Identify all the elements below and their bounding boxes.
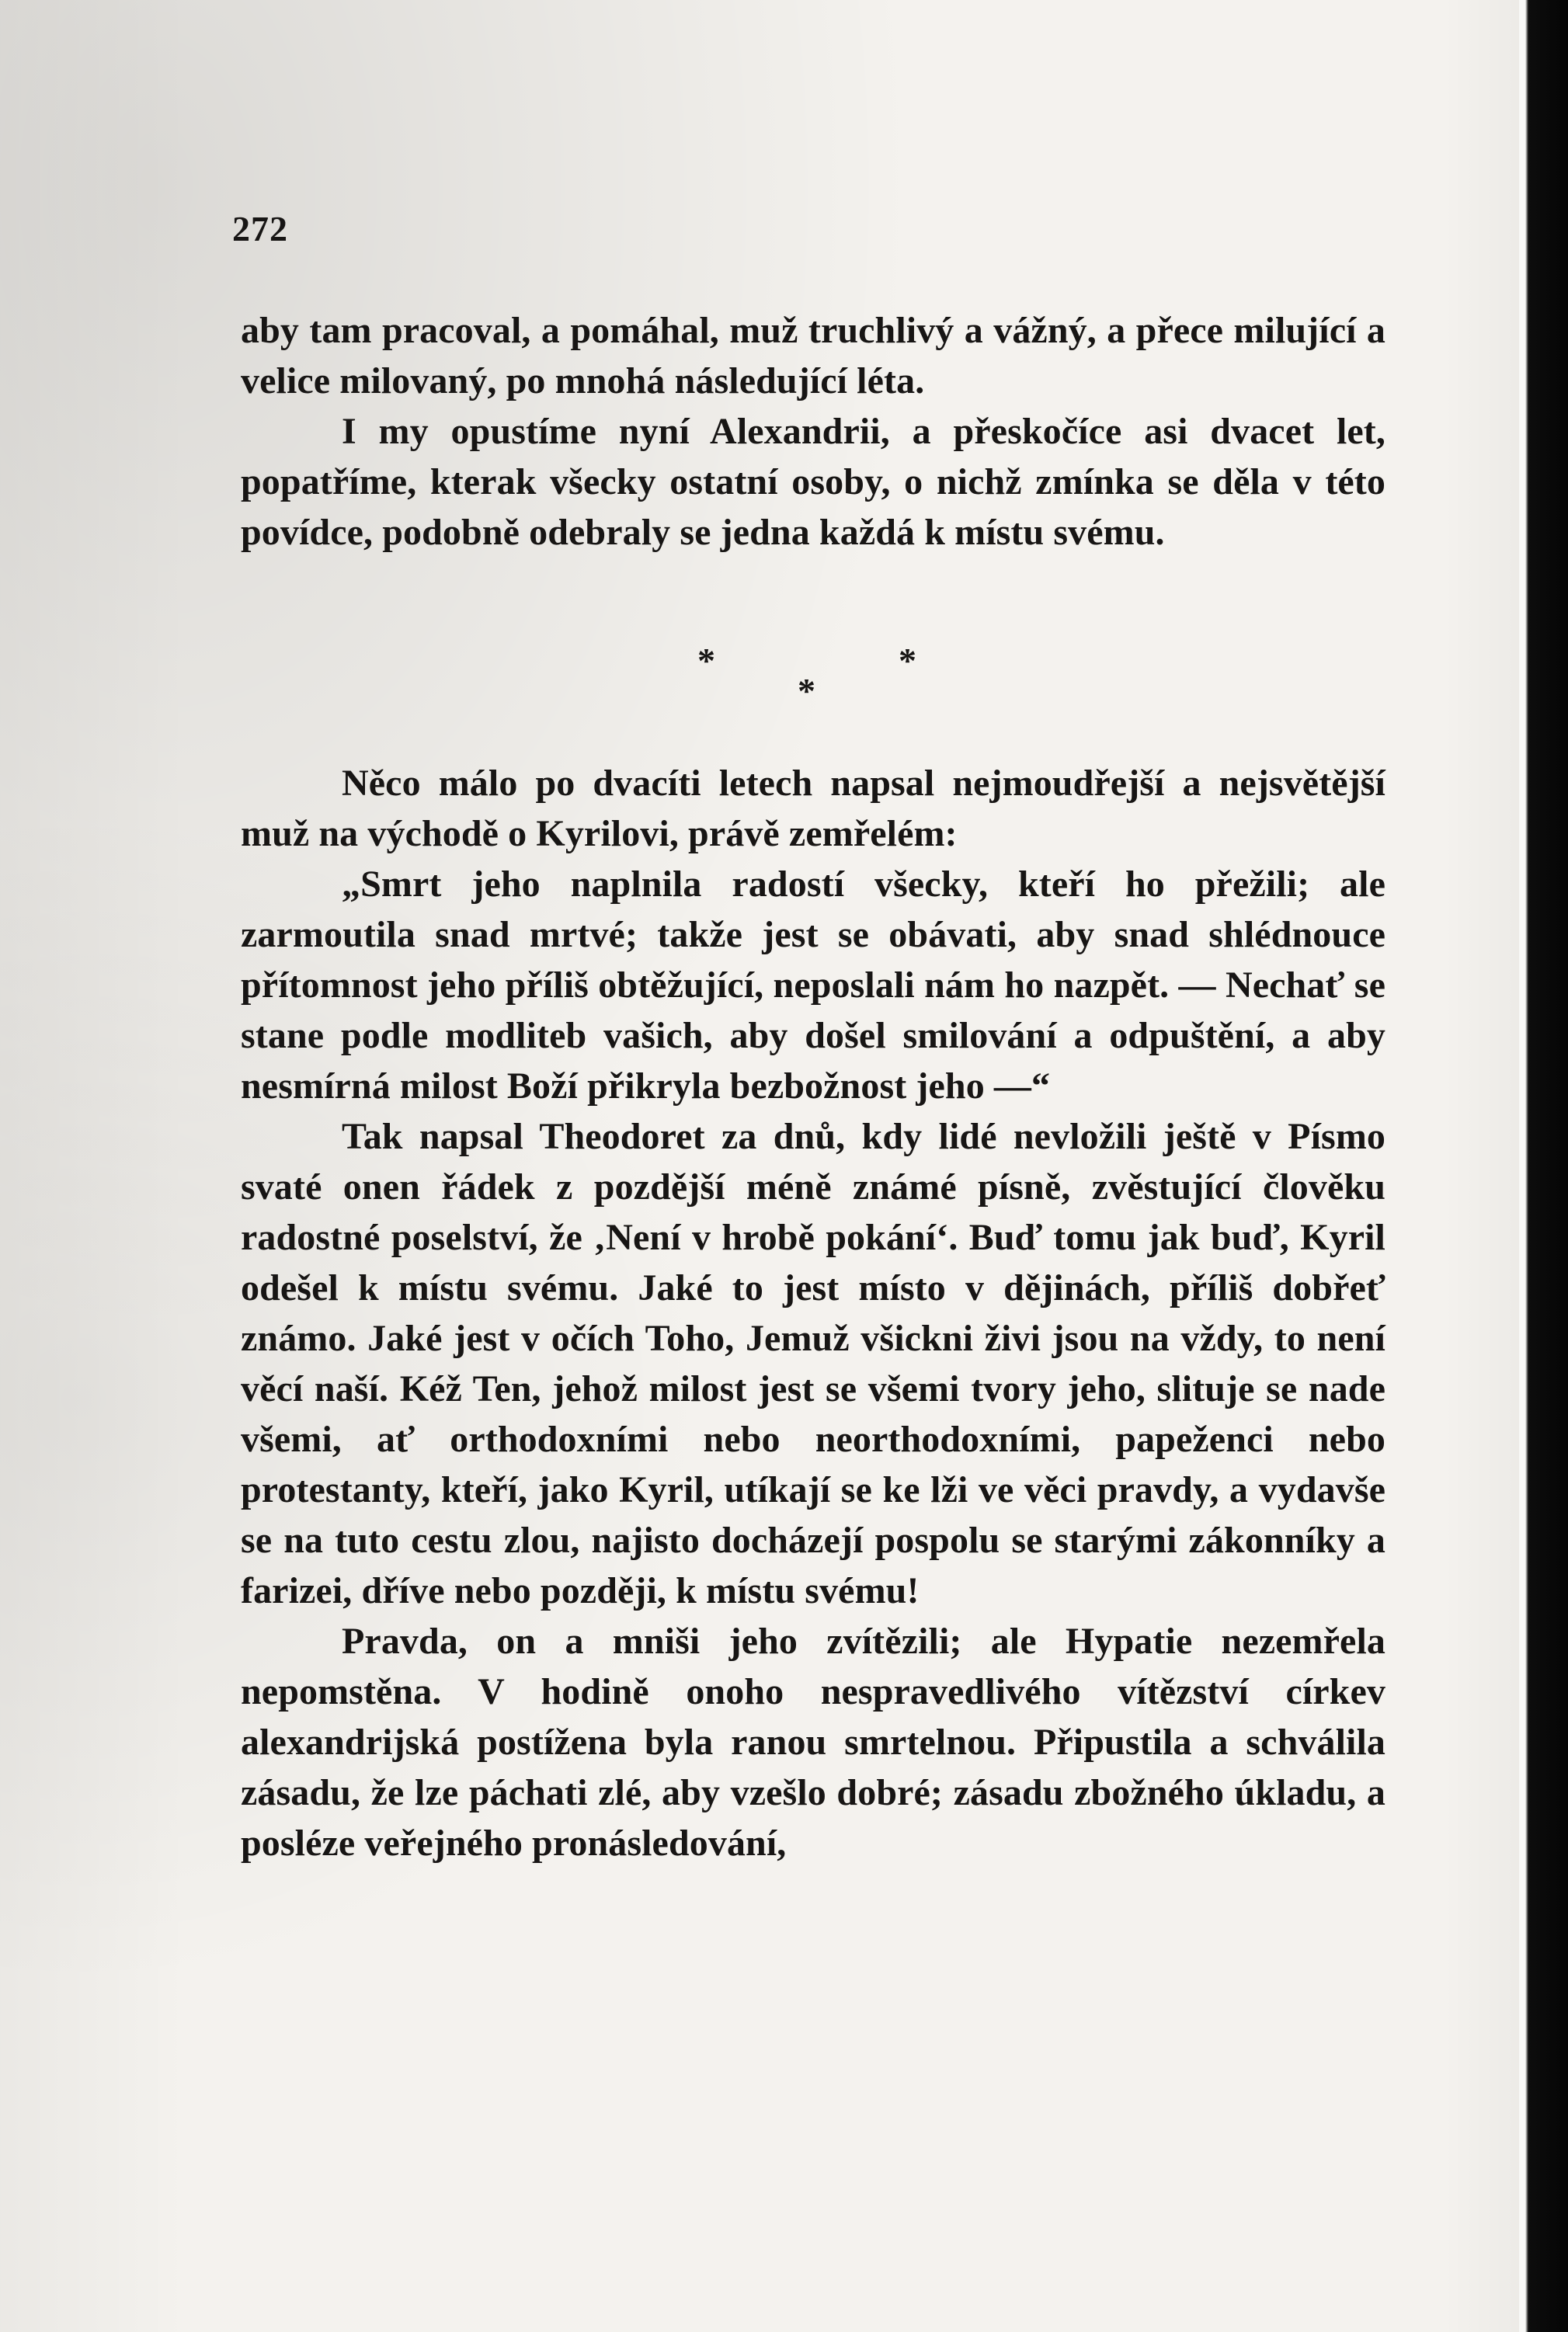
- separator-star: *: [697, 641, 715, 680]
- page-number: 272: [232, 209, 288, 248]
- text-block-top: [241, 305, 1385, 558]
- section-separator: [683, 637, 940, 714]
- paragraph-2: I my opustíme nyní Alexandrii, a přeskočíce asi dvacet let, popatříme, kterak všecky ostatní osoby, o nichž zmínka se děla v této povídce, podobně odebraly se jedna každá k místu svému.: [241, 411, 1385, 553]
- scan-dark-edge: [1519, 0, 1568, 2332]
- text-block-bottom: [241, 758, 1385, 1868]
- separator-star: *: [899, 641, 916, 680]
- paragraph-4: „Smrt jeho naplnila radostí všecky, kteří ho přežili; ale zarmoutila snad mrtvé; takže jest se obávati, aby snad shlédnouce přítomnost jeho příliš obtěžující, neposlali nám ho nazpět. — Nechať se stane podle modliteb vašich, aby došel smilování a odpuštění, a aby nesmírná milost Boží přikryla bezbožnost jeho —“: [241, 864, 1385, 1107]
- paragraph-6: Pravda, on a mniši jeho zvítězili; ale Hypatie nezemřela nepomstěna. V hodině onoho nespravedlivého vítězství církev alexandrijská postížena byla ranou smrtelnou. Připustila a schválila zásadu, že lze páchati zlé, aby vzešlo dobré; zásadu zbožného úkladu, a posléze veřejného pronásledování,: [241, 1621, 1385, 1864]
- paragraph-5: Tak napsal Theodoret za dnů, kdy lidé nevložili ještě v Písmo svaté onen řádek z pozdější méně známé písně, zvěstující člověku radostné poselství, že ‚Není v hrobě pokání‘. Buď tomu jak buď, Kyril odešel k místu svému. Jaké to jest místo v dějinách, příliš dobřeť známo. Jaké jest v očích Toho, Jemuž všickni živi jsou na vždy, to není věcí naší. Kéž Ten, jehož milost jest se všemi tvory jeho, slituje se nade všemi, ať orthodoxními nebo neorthodoxními, papeženci nebo protestanty, kteří, jako Kyril, utíkají se ke lži ve věci pravdy, a vydavše se na tuto cestu zlou, najisto docházejí pospolu se starými zákonníky a farizei, dříve nebo později, k místu svému!: [241, 1116, 1385, 1611]
- separator-star: *: [798, 671, 815, 711]
- paragraph-3: Něco málo po dvacíti letech napsal nejmoudřejší a nejsvětější muž na východě o Kyrilovi, právě zemřelém:: [241, 763, 1385, 854]
- paragraph-1: aby tam pracoval, a pomáhal, muž truchlivý a vážný, a přece milující a velice milovaný, po mnohá následující léta.: [241, 310, 1385, 401]
